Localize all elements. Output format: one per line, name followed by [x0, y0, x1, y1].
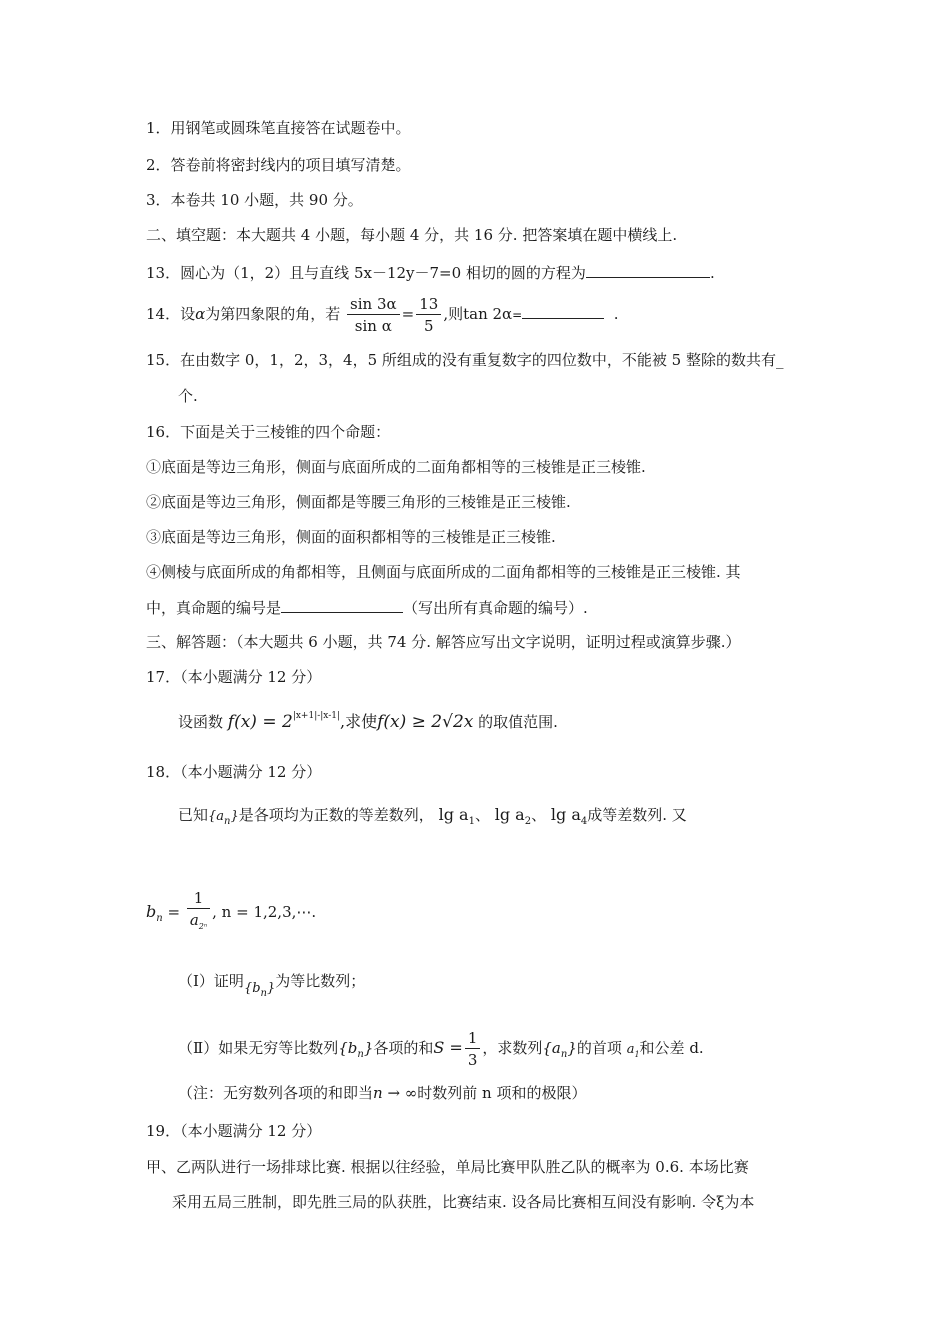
- q14-tan: tan 2α: [463, 305, 513, 323]
- q16-proposition-3: ③底面是等边三角形，侧面的面积都相等的三棱锥是正三棱锥.: [146, 528, 556, 546]
- q16-intro: 16．下面是关于三棱锥的四个命题：: [146, 423, 391, 441]
- q14-answer-blank[interactable]: [522, 303, 604, 319]
- q17-f: f(x) = 2: [227, 712, 293, 732]
- q16-p5-suffix: （写出所有真命题的编号）.: [403, 599, 588, 617]
- q19-header: 19．（本小题满分 12 分）: [146, 1122, 322, 1140]
- q18-bn-numerator: 1: [187, 888, 210, 909]
- q14-frac2-numerator: 13: [416, 294, 441, 315]
- q17-mid: ,求使: [340, 712, 378, 731]
- question-13: [146, 262, 715, 283]
- q14-eq2: =: [512, 308, 523, 322]
- q18-part2-c: ，求数列: [482, 1039, 543, 1057]
- q18-part2-a: （Ⅱ）如果无穷等比数列: [178, 1039, 339, 1057]
- q14-fraction-2: [416, 294, 441, 337]
- q13-answer-blank[interactable]: [586, 262, 710, 278]
- q14-frac2-denominator: 5: [423, 316, 434, 335]
- q18-bn-eq: =: [167, 903, 181, 921]
- q16-p5-prefix: 中，真命题的编号是: [146, 599, 282, 617]
- q17-suffix: 的取值范围.: [478, 713, 558, 731]
- instruction-1: 1．用钢笔或圆珠笔直接答在试题卷中。: [146, 119, 411, 137]
- q18-lg-a1: $\lg a_1$: [438, 805, 475, 827]
- question-14: [146, 293, 619, 337]
- q18-sep-1: 、: [474, 806, 490, 824]
- q18-part2-e: 和公差 d.: [639, 1039, 704, 1057]
- section3-heading: 三、解答题：（本大题共 6 小题，共 74 分. 解答应写出文字说明，证明过程或演算步骤.）: [146, 633, 741, 651]
- q16-proposition-2: ②底面是等边三角形，侧面都是等腰三角形的三棱锥是正三棱锥.: [146, 493, 571, 511]
- q18-header: 18．（本小题满分 12 分）: [146, 763, 322, 781]
- q18-part1-set: $\{b_n\}$: [243, 981, 276, 999]
- q18-part1-prefix: （Ⅰ）证明: [178, 972, 244, 990]
- q14-prefix: 14．设: [146, 305, 196, 323]
- q18-part2-b: 各项的和: [373, 1039, 434, 1057]
- q19-line-2: 采用五局三胜制，即先胜三局的队获胜，比赛结束. 设各局比赛相互间没有影响. 令ξ为本: [172, 1193, 755, 1211]
- q14-then: ,则: [443, 305, 464, 323]
- section2-heading: 二、填空题：本大题共 4 小题，每小题 4 分，共 16 分. 把答案填在题中横线上.: [146, 226, 678, 244]
- q14-mid: 为第四象限的角，若: [205, 305, 341, 323]
- q15-line-1: 15．在由数字 0，1，2，3，4，5 所组成的没有重复数字的四位数中，不能被 5 整除的数共有_: [146, 351, 784, 369]
- q14-end: .: [613, 305, 619, 323]
- q14-fraction-1: [347, 294, 400, 337]
- q17-inequality: f(x) ≥ 2√2x: [377, 712, 474, 732]
- q14-alpha: α: [195, 305, 206, 323]
- q18-bn-fraction: [187, 888, 210, 938]
- q18-note-a: （注：无穷数列各项的和即当: [178, 1084, 374, 1102]
- q13-text: 13．圆心为（1，2）且与直线 5x－12y－7=0 相切的圆的方程为: [146, 264, 586, 282]
- q18-prefix: 已知: [178, 806, 209, 824]
- q16-answer-blank[interactable]: [281, 597, 403, 613]
- q14-eq: =: [401, 305, 415, 323]
- q18-note-n: n → ∞: [373, 1084, 418, 1102]
- q17-exponent: |x+1|-|x-1|: [292, 711, 341, 721]
- q18-part2-an: $\{a_n\}$: [542, 1039, 577, 1060]
- q17-prefix: 设函数: [178, 713, 224, 731]
- q18-part2-bn: $\{b_n\}$: [338, 1039, 374, 1060]
- q15-line-2: 个.: [178, 387, 198, 405]
- q18-body: [178, 800, 687, 837]
- q17-header: 17．（本小题满分 12 分）: [146, 668, 322, 686]
- q16-proposition-4: ④侧棱与底面所成的角都相等，且侧面与底面所成的二面角都相等的三棱锥是正三棱锥. 其: [146, 563, 741, 581]
- q18-note: [178, 1083, 586, 1103]
- q18-note-b: 时数列前 n 项和的极限）: [417, 1084, 587, 1102]
- q19-line-1: 甲、乙两队进行一场排球比赛. 根据以往经验，单局比赛甲队胜乙队的概率为 0.6. 本场比赛: [146, 1158, 749, 1176]
- q17-body: [178, 702, 558, 736]
- q18-lg-a4: $\lg a_4$: [550, 805, 588, 827]
- q14-frac1-numerator: sin 3α: [347, 294, 400, 315]
- q18-bn-tail: , n = 1,2,3,⋯.: [212, 903, 317, 921]
- q18-part1-suffix: 为等比数列；: [275, 972, 366, 990]
- q18-part-1: [178, 966, 365, 1003]
- q18-bn: $b_n$: [146, 902, 163, 924]
- q18-bn-definition: [146, 888, 316, 941]
- q18-sep-2: 、: [531, 806, 547, 824]
- q18-bn-denominator: $a_{2^n}$: [189, 911, 208, 931]
- q18-part2-denominator: 3: [467, 1050, 478, 1069]
- q18-part2-fraction: [465, 1028, 481, 1071]
- q13-end: .: [709, 264, 715, 282]
- q16-answer-line: [146, 597, 588, 618]
- q14-frac1-denominator: sin α: [354, 316, 392, 335]
- instruction-3: 3．本卷共 10 小题，共 90 分。: [146, 191, 363, 209]
- q18-part2-S: S =: [433, 1038, 463, 1057]
- q18-part-2: [178, 1026, 704, 1077]
- instruction-2: 2．答卷前将密封线内的项目填写清楚。: [146, 156, 411, 174]
- q18-mid: 是各项均为正数的等差数列，: [238, 806, 434, 824]
- q18-lg-a2: $\lg a_2$: [494, 805, 532, 827]
- q16-proposition-1: ①底面是等边三角形，侧面与底面所成的二面角都相等的三棱锥是正三棱锥.: [146, 458, 646, 476]
- q18-suffix: 成等差数列. 又: [587, 806, 687, 824]
- q18-part2-a1: $a_1$: [626, 1042, 640, 1059]
- q18-an: $\{a_n\}$: [208, 809, 239, 827]
- q18-part2-d: 的首项: [576, 1039, 622, 1057]
- q18-part2-numerator: 1: [465, 1028, 481, 1049]
